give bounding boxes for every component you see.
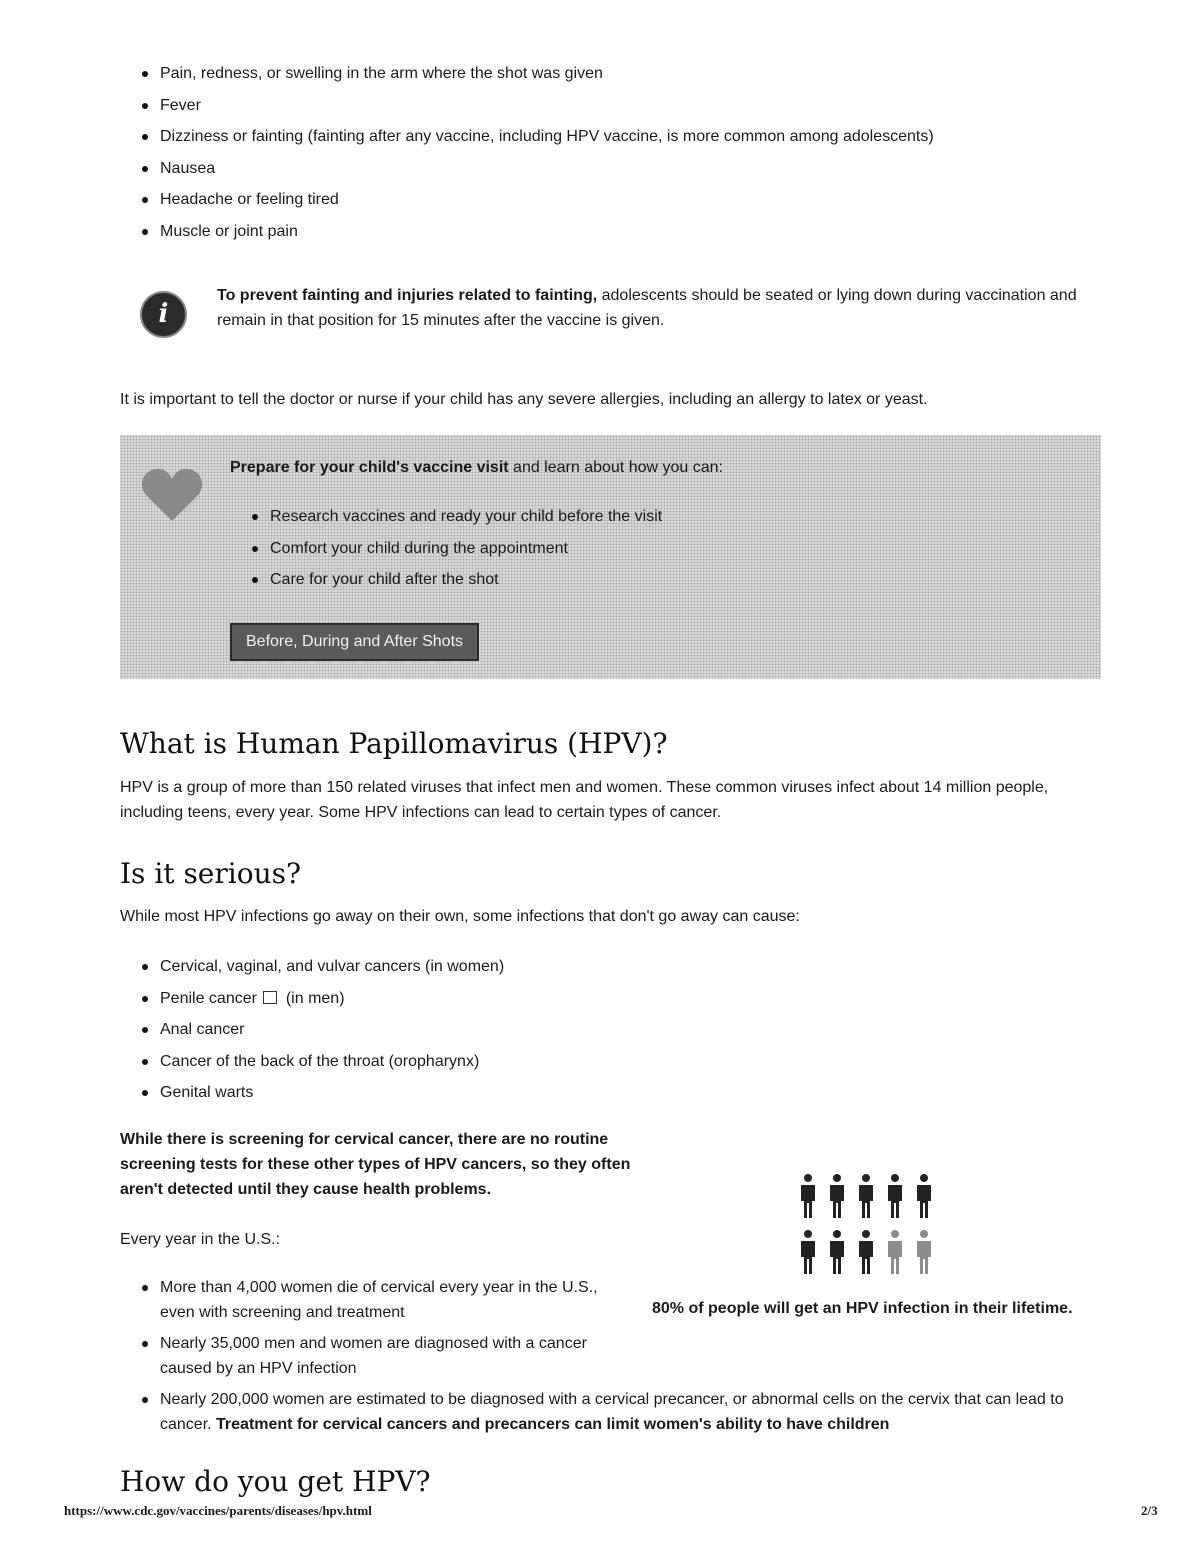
list-item: Muscle or joint pain <box>140 216 934 248</box>
list-item: Care for your child after the shot <box>250 564 662 596</box>
list-item: Anal cancer <box>140 1014 504 1046</box>
list-item: Genital warts <box>140 1077 504 1109</box>
list-item: Cervical, vaginal, and vulvar cancers (in women) <box>140 951 504 983</box>
every-year-label: Every year in the U.S.: <box>120 1231 281 1248</box>
info-icon: i <box>140 291 187 338</box>
person-icon <box>917 1230 931 1274</box>
footer-url: https://www.cdc.gov/vaccines/parents/diseases/hpv.html <box>64 1503 372 1518</box>
person-icon <box>801 1230 815 1274</box>
person-icon <box>830 1230 844 1274</box>
is-it-serious-intro: While most HPV infections go away on their own, some infections that don't go away can cause: <box>120 908 800 925</box>
heart-icon <box>140 465 204 525</box>
person-icon <box>888 1230 902 1274</box>
list-item: Comfort your child during the appointment <box>250 533 662 565</box>
people-icon <box>798 1170 938 1280</box>
how-do-you-get-hpv-heading: How do you get HPV? <box>120 1465 431 1498</box>
list-item: Research vaccines and ready your child before the visit <box>250 501 662 533</box>
prepare-visit-box <box>120 435 1101 679</box>
info-callout-text: To prevent fainting and injuries related to fainting, adolescents should be seated or lying down during vaccination and remain in that position for 15 minutes after the vaccine is given. <box>217 287 1077 329</box>
cancers-list <box>140 951 504 1109</box>
before-during-after-shots-button[interactable]: Before, During and After Shots <box>230 623 479 661</box>
list-item: Headache or feeling tired <box>140 184 934 216</box>
screening-warning: While there is screening for cervical cancer, there are no routine screening tests for these other types of HPV cancers, so they often aren't detected until they cause health problems. <box>120 1131 631 1198</box>
list-item: Nausea <box>140 153 934 185</box>
person-icon <box>859 1230 873 1274</box>
person-icon <box>801 1174 815 1218</box>
fainting-info-callout <box>140 283 1100 343</box>
list-item: Nearly 200,000 women are estimated to be diagnosed with a cervical precancer, or abnormal cells on the cervix that can lead to cancer. Treatment for cervical cancers and precancers can limit women's ability to have children <box>140 1387 1100 1437</box>
what-is-hpv-body: HPV is a group of more than 150 related viruses that infect men and women. These common viruses infect about 14 million people, including teens, every year. Some HPV infections can lead to certain types of cancer. <box>120 779 1049 821</box>
list-item: Dizziness or fainting (fainting after any vaccine, including HPV vaccine, is more common among adolescents) <box>140 121 934 153</box>
figure-caption: 80% of people will get an HPV infection in their lifetime. <box>652 1300 1073 1317</box>
page-number: 2/3 <box>1141 1503 1158 1518</box>
side-effects-list <box>140 58 934 247</box>
allergy-note: It is important to tell the doctor or nurse if your child has any severe allergies, including an allergy to latex or yeast. <box>120 391 928 408</box>
list-item: More than 4,000 women die of cervical every year in the U.S., even with screening and treatment <box>140 1275 610 1325</box>
person-icon <box>859 1174 873 1218</box>
person-icon <box>830 1174 844 1218</box>
list-item: Pain, redness, or swelling in the arm where the shot was given <box>140 58 934 90</box>
list-item: Cancer of the back of the throat (oropharynx) <box>140 1046 504 1078</box>
list-item: Fever <box>140 90 934 122</box>
person-icon <box>888 1174 902 1218</box>
person-icon <box>917 1174 931 1218</box>
is-it-serious-heading: Is it serious? <box>120 857 301 890</box>
list-item: Nearly 35,000 men and women are diagnosed with a cancer caused by an HPV infection <box>140 1331 610 1381</box>
external-link-icon[interactable] <box>263 991 277 1004</box>
what-is-hpv-heading: What is Human Papillomavirus (HPV)? <box>120 727 668 760</box>
prepare-list <box>250 501 662 596</box>
prepare-title: Prepare for your child's vaccine visit and learn about how you can: <box>230 459 723 476</box>
list-item[interactable]: Penile cancer (in men) <box>140 983 504 1015</box>
